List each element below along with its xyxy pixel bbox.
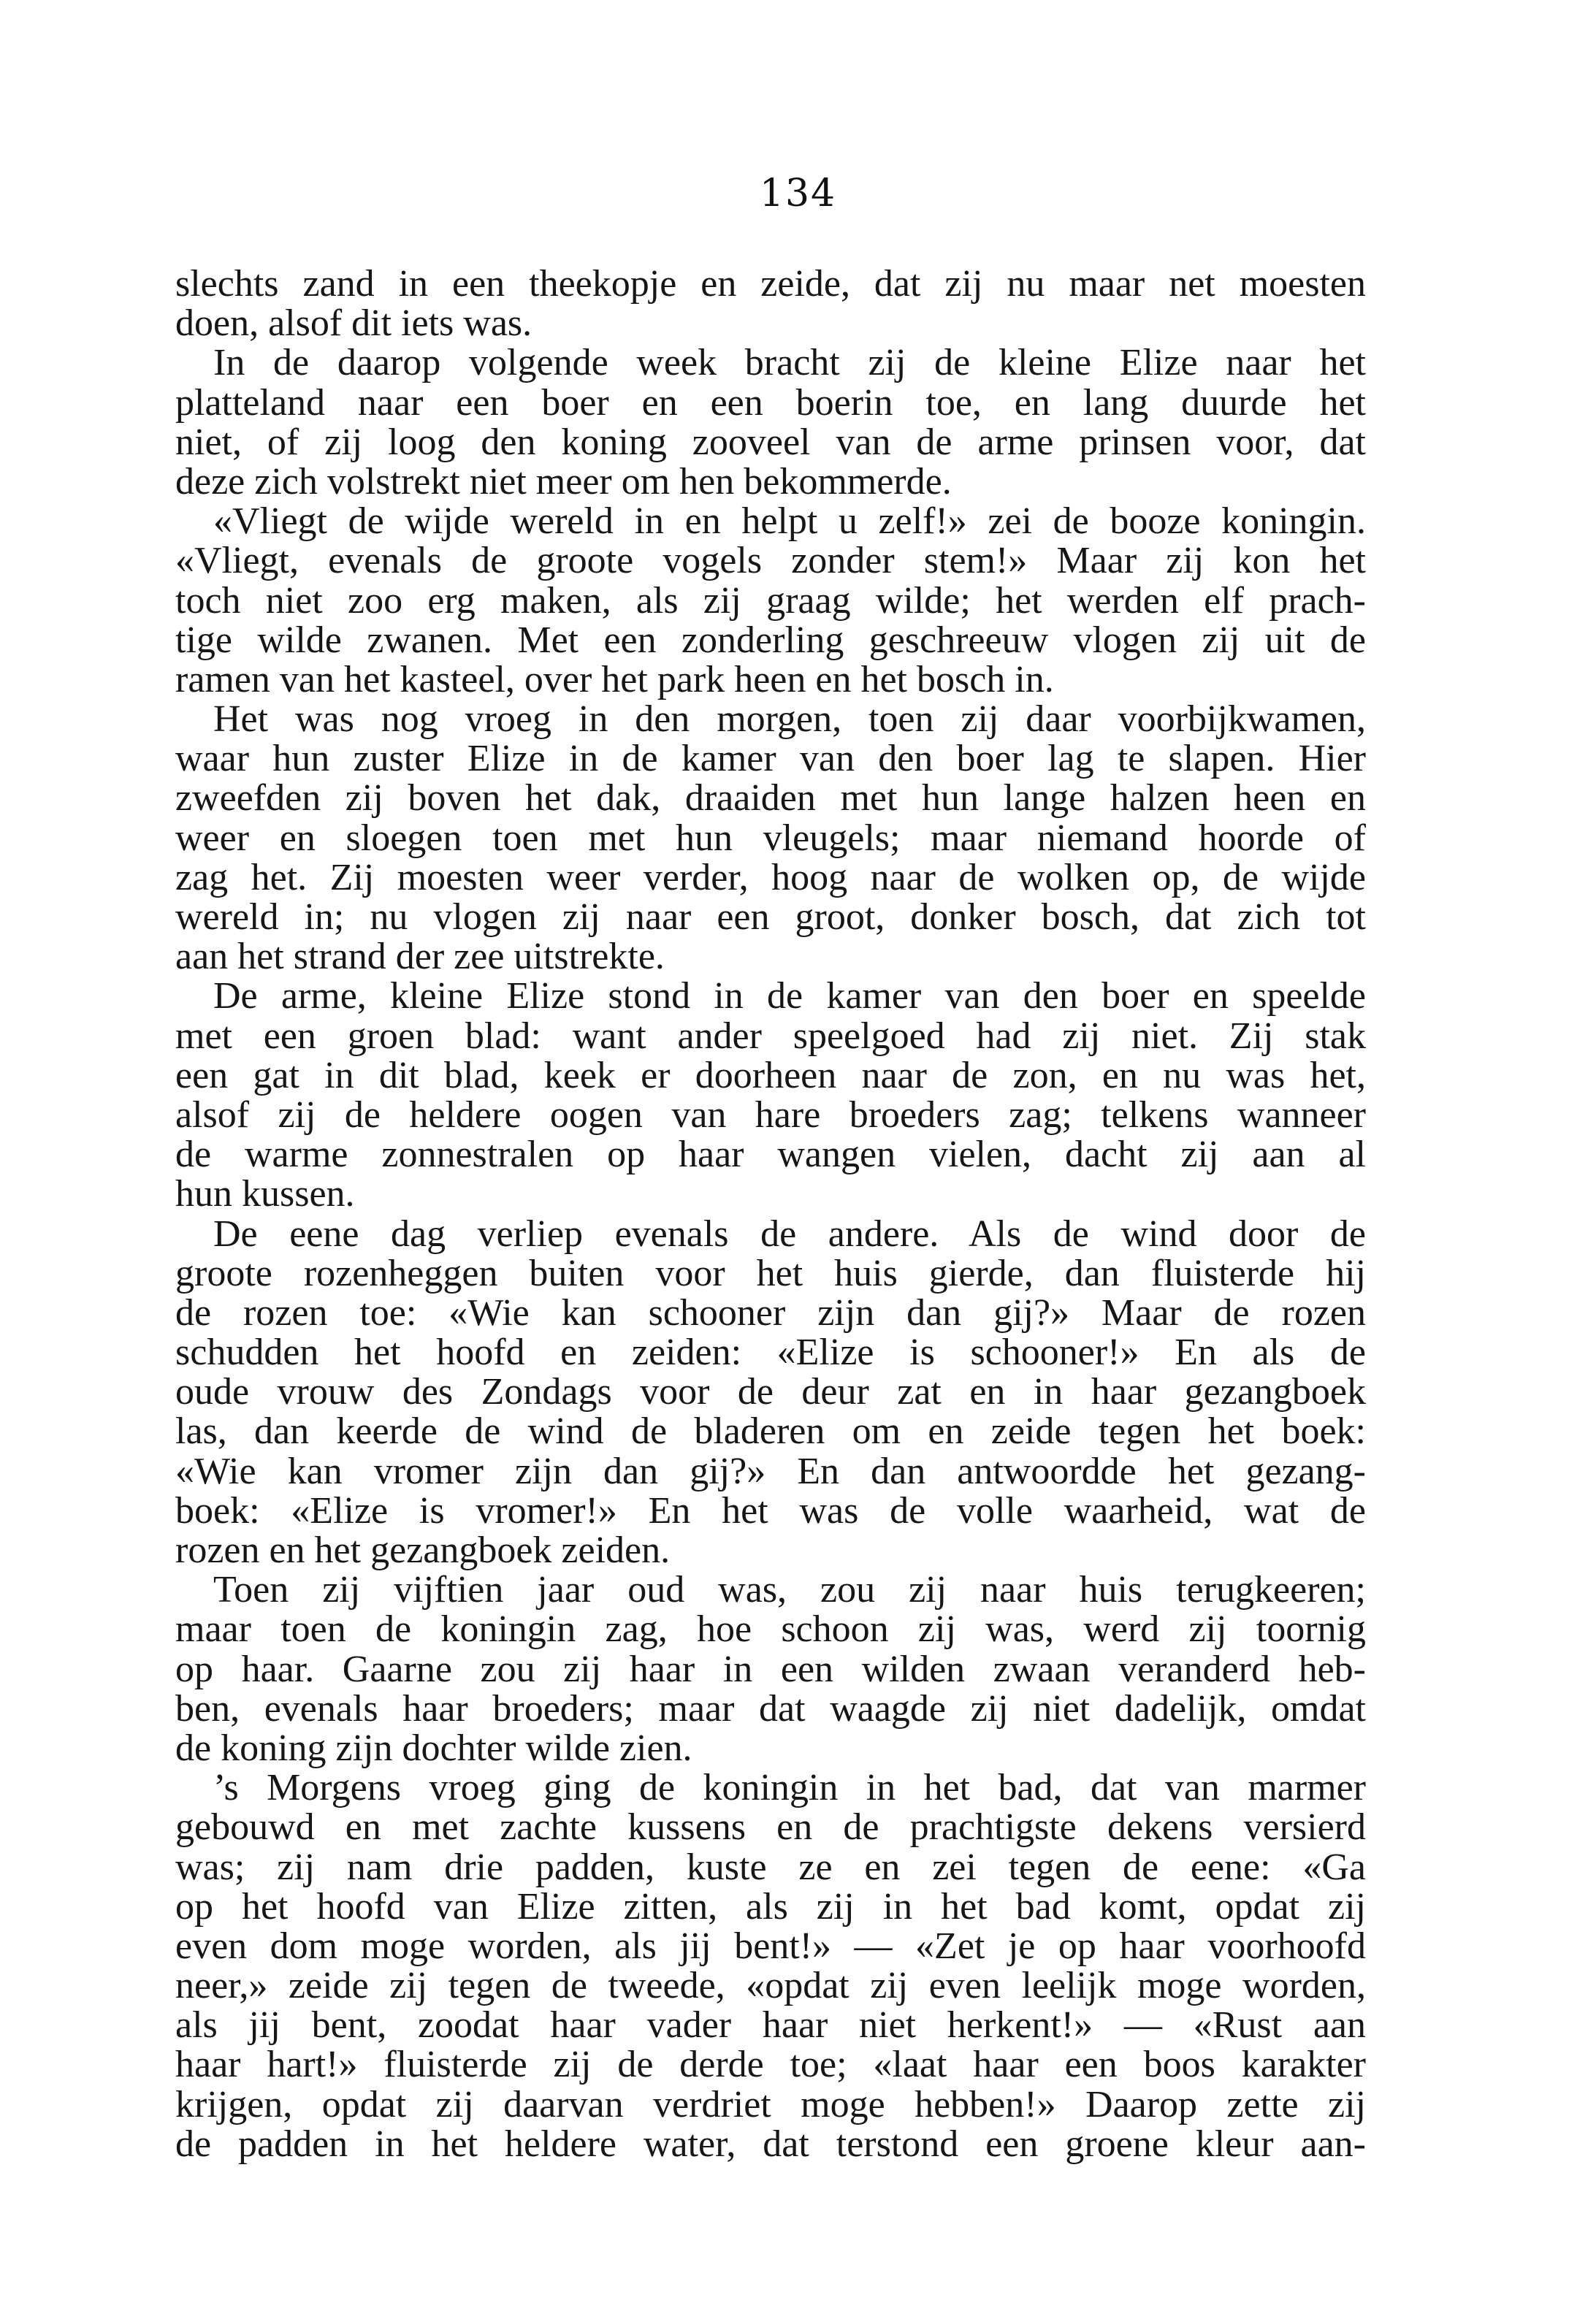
text-line: Toen zij vijftien jaar oud was, zou zij naar huis terugkeeren; (213, 1570, 1366, 1611)
text-line: de rozen toe: «Wie kan schooner zijn dan gij?» Maar de rozen (175, 1293, 1366, 1334)
text-line: haar hart!» fluisterde zij de derde toe; «laat haar een boos karakter (175, 2045, 1366, 2085)
text-line: op haar. Gaarne zou zij haar in een wilden zwaan veranderd heb- (175, 1649, 1366, 1689)
text-line: las, dan keerde de wind de bladeren om en zeide tegen het boek: (175, 1412, 1366, 1452)
text-line: op het hoofd van Elize zitten, als zij in het bad komt, opdat zij (175, 1887, 1366, 1927)
text-line: schudden het hoofd en zeiden: «Elize is schooner!» En als de (175, 1333, 1366, 1373)
text-line: deze zich volstrekt niet meer om hen bekommerde. (175, 462, 952, 503)
text-line: niet, of zij loog den koning zooveel van de arme prinsen voor, dat (175, 422, 1366, 462)
text-line: tige wilde zwanen. Met een zonderling geschreeuw vlogen zij uit de (175, 620, 1366, 660)
page-number: 134 (759, 172, 837, 215)
text-line: de koning zijn dochter wilde zien. (175, 1728, 692, 1769)
text-line: slechts zand in een theekopje en zeide, dat zij nu maar net moesten (175, 264, 1366, 305)
text-line: de padden in het heldere water, dat terstond een groene kleur aan- (175, 2124, 1366, 2164)
text-line: met een groen blad: want ander speelgoed had zij niet. Zij stak (175, 1016, 1366, 1056)
text-line: De eene dag verliep evenals de andere. Als de wind door de (213, 1214, 1366, 1254)
text-line: «Wie kan vromer zijn dan gij?» En dan antwoordde het gezang- (175, 1451, 1366, 1491)
body-text (175, 264, 1366, 2164)
text-line: even dom moge worden, als jij bent!» — «Zet je op haar voorhoofd (175, 1926, 1366, 1967)
text-line: zweefden zij boven het dak, draaiden met hun lange halzen heen en (175, 779, 1366, 819)
text-line: gebouwd en met zachte kussens en de prachtigste dekens versierd (175, 1808, 1366, 1848)
text-line: doen, alsof dit iets was. (175, 304, 532, 344)
text-line: platteland naar een boer en een boerin toe, en lang duurde het (175, 383, 1366, 423)
text-line: krijgen, opdat zij daarvan verdriet moge hebben!» Daarop zette zij (175, 2085, 1366, 2125)
text-line: alsof zij de heldere oogen van hare broeders zag; telkens wanneer (175, 1095, 1366, 1136)
text-line: Het was nog vroeg in den morgen, toen zij daar voorbijkwamen, (213, 700, 1366, 740)
text-line: ramen van het kasteel, over het park heen en het bosch in. (175, 660, 1054, 700)
text-line: ben, evenals haar broeders; maar dat waagde zij niet dadelijk, omdat (175, 1689, 1366, 1729)
text-line: oude vrouw des Zondags voor de deur zat en in haar gezangboek (175, 1372, 1366, 1413)
text-line: boek: «Elize is vromer!» En het was de volle waarheid, wat de (175, 1491, 1366, 1531)
text-line: waar hun zuster Elize in de kamer van den boer lag te slapen. Hier (175, 739, 1366, 779)
text-line: maar toen de koningin zag, hoe schoon zij was, werd zij toornig (175, 1610, 1366, 1650)
text-line: neer,» zeide zij tegen de tweede, «opdat zij even leelijk moge worden, (175, 1966, 1366, 2006)
text-line: groote rozenheggen buiten voor het huis gierde, dan fluisterde hij (175, 1253, 1366, 1294)
text-line: zag het. Zij moesten weer verder, hoog naar de wolken op, de wijde (175, 857, 1366, 898)
text-line: als jij bent, zoodat haar vader haar niet herkent!» — «Rust aan (175, 2006, 1366, 2046)
text-line: De arme, kleine Elize stond in de kamer van den boer en speelde (213, 977, 1366, 1017)
text-line: aan het strand der zee uitstrekte. (175, 937, 665, 977)
text-line: was; zij nam drie padden, kuste ze en zei tegen de eene: «Ga (175, 1847, 1366, 1887)
text-line: de warme zonnestralen op haar wangen vielen, dacht zij aan al (175, 1135, 1366, 1175)
text-line: «Vliegt de wijde wereld in en helpt u zelf!» zei de booze koningin. (213, 502, 1366, 542)
text-line: een gat in dit blad, keek er doorheen naar de zon, en nu was het, (175, 1055, 1366, 1096)
text-line: hun kussen. (175, 1174, 355, 1215)
text-line: «Vliegt, evenals de groote vogels zonder stem!» Maar zij kon het (175, 541, 1366, 581)
text-line: toch niet zoo erg maken, als zij graag wilde; het werden elf prach- (175, 581, 1366, 621)
text-line: wereld in; nu vlogen zij naar een groot, donker bosch, dat zich tot (175, 898, 1366, 938)
text-line: rozen en het gezangboek zeiden. (175, 1531, 671, 1571)
text-line: weer en sloegen toen met hun vleugels; maar niemand hoorde of (175, 818, 1366, 858)
text-line: ’s Morgens vroeg ging de koningin in het bad, dat van marmer (213, 1768, 1366, 1808)
text-line: In de daarop volgende week bracht zij de kleine Elize naar het (213, 343, 1366, 383)
